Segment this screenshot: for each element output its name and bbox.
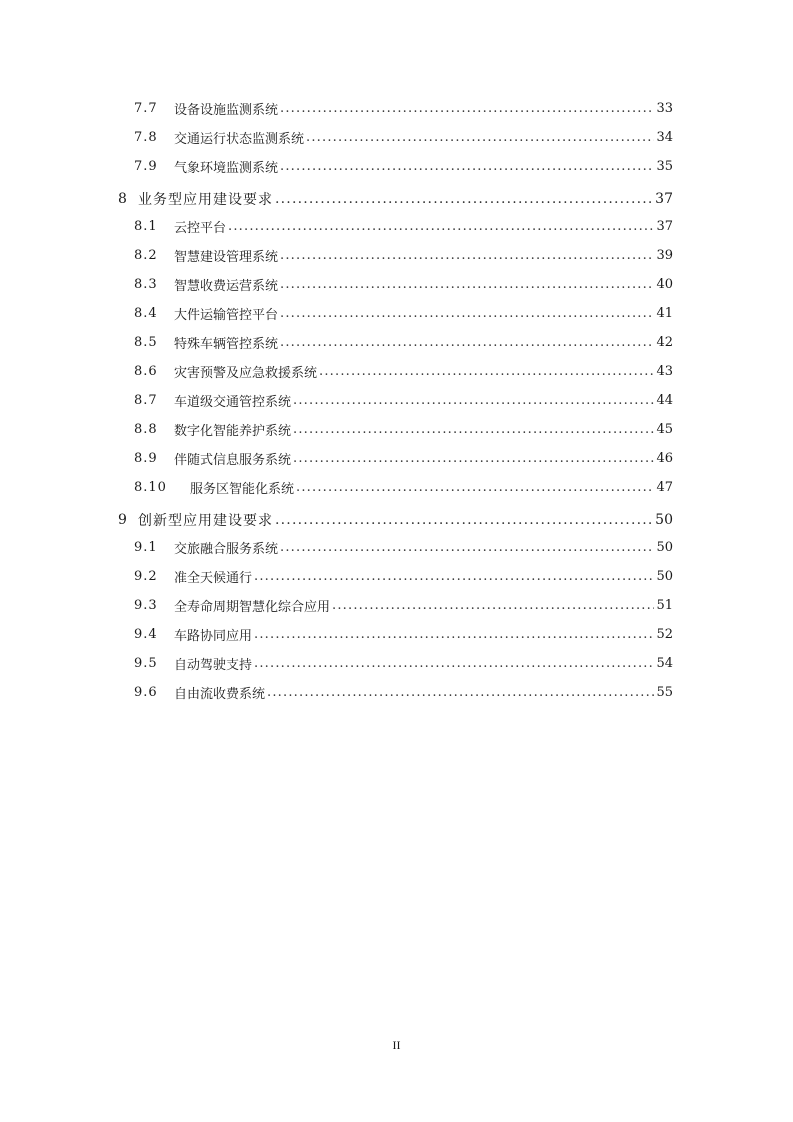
dot-leader: [293, 422, 654, 437]
dot-leader: [280, 101, 654, 116]
toc-entry[interactable]: [134, 652, 673, 674]
toc-entry-number: 8.7: [134, 392, 158, 408]
dot-leader: [280, 248, 654, 263]
toc-entry-page: 39: [656, 247, 673, 263]
toc-entry-number: 8.3: [134, 276, 158, 292]
toc-entry-page: 50: [656, 539, 673, 555]
toc-entry[interactable]: [134, 155, 673, 177]
toc-entry[interactable]: [134, 536, 673, 558]
toc-entry[interactable]: [134, 681, 673, 703]
toc-entry-page: 42: [656, 334, 673, 350]
toc-entry[interactable]: [118, 188, 673, 210]
toc-entry-title: 车道级交通管控系统: [174, 394, 292, 410]
dot-leader: [280, 159, 654, 174]
toc-entry-number: 9.3: [134, 597, 158, 613]
toc-entry-title: 大件运输管控平台: [174, 307, 279, 323]
dot-leader: [296, 480, 654, 495]
toc-entry-number: 8.6: [134, 363, 158, 379]
toc-entry-title: 智慧收费运营系统: [174, 278, 279, 294]
toc-entry[interactable]: [134, 565, 673, 587]
dot-leader: [275, 512, 653, 528]
toc-entry[interactable]: [134, 273, 673, 295]
dot-leader: [267, 685, 654, 700]
toc-entry-title: 全寿命周期智慧化综合应用: [174, 599, 331, 615]
toc-entry-page: 35: [656, 158, 673, 174]
toc-entry[interactable]: [134, 594, 673, 616]
toc-entry-page: 50: [655, 512, 673, 528]
toc-entry[interactable]: [134, 418, 673, 440]
dot-leader: [254, 569, 654, 584]
dot-leader: [275, 191, 653, 207]
toc-entry-page: 45: [656, 421, 673, 437]
dot-leader: [319, 364, 654, 379]
dot-leader: [332, 598, 654, 613]
toc-entry-title: 自动驾驶支持: [174, 657, 253, 673]
toc-entry-number: 8.8: [134, 421, 158, 437]
toc-entry-page: 54: [656, 655, 673, 671]
toc-entry-page: 52: [656, 626, 673, 642]
dot-leader: [254, 656, 654, 671]
dot-leader: [228, 219, 654, 234]
toc-entry-number: 9.2: [134, 568, 158, 584]
toc-entry-title: 车路协同应用: [174, 628, 253, 644]
toc-entry-number: 9.5: [134, 655, 158, 671]
toc-entry[interactable]: [134, 97, 673, 119]
toc-entry-title: 云控平台: [174, 220, 227, 236]
dot-leader: [280, 277, 654, 292]
toc-entry[interactable]: [134, 447, 673, 469]
toc-entry-page: 40: [656, 276, 673, 292]
toc-entry-title: 业务型应用建设要求: [138, 192, 273, 208]
toc-entry[interactable]: [134, 244, 673, 266]
toc-entry[interactable]: [134, 389, 673, 411]
toc-entry[interactable]: [134, 126, 673, 148]
toc-entry-number: 8.1: [134, 218, 158, 234]
toc-entry-title: 创新型应用建设要求: [138, 513, 273, 529]
toc-entry[interactable]: [134, 215, 673, 237]
toc-entry[interactable]: [134, 623, 673, 645]
dot-leader: [280, 335, 654, 350]
toc-entry-page: 51: [656, 597, 673, 613]
toc-entry-number: 8.9: [134, 450, 158, 466]
toc-entry-title: 特殊车辆管控系统: [174, 336, 279, 352]
toc-entry-title: 准全天候通行: [174, 570, 253, 586]
toc-entry-page: 34: [656, 129, 673, 145]
toc-entry-number: 8.2: [134, 247, 158, 263]
toc-entry-title: 气象环境监测系统: [174, 160, 279, 176]
toc-entry-page: 47: [656, 479, 673, 495]
toc-entry-page: 33: [656, 100, 673, 116]
toc-entry-number: 9.4: [134, 626, 158, 642]
toc-entry[interactable]: [134, 302, 673, 324]
toc-entry-page: 55: [656, 684, 673, 700]
toc-entry-title: 自由流收费系统: [174, 686, 266, 702]
toc-entry-page: 37: [656, 218, 673, 234]
toc-entry-number: 8.10: [134, 479, 167, 495]
dot-leader: [306, 130, 654, 145]
toc-entry-page: 50: [656, 568, 673, 584]
toc-entry-title: 设备设施监测系统: [174, 102, 279, 118]
toc-entry-page: 43: [656, 363, 673, 379]
dot-leader: [280, 540, 654, 555]
toc-entry[interactable]: [134, 476, 673, 498]
toc-entry-number: 8.4: [134, 305, 158, 321]
toc-entry[interactable]: [134, 360, 673, 382]
toc-entry-title: 灾害预警及应急救援系统: [174, 365, 318, 381]
toc-entry-page: 37: [655, 191, 673, 207]
toc-entry-number: 8.5: [134, 334, 158, 350]
toc-entry-page: 44: [656, 392, 673, 408]
toc-entry[interactable]: [118, 509, 673, 531]
dot-leader: [280, 306, 654, 321]
toc-entry[interactable]: [134, 331, 673, 353]
dot-leader: [293, 451, 654, 466]
toc-entry-title: 交通运行状态监测系统: [174, 131, 305, 147]
toc-entry-title: 交旅融合服务系统: [174, 541, 279, 557]
toc-entry-number: 8: [118, 191, 127, 207]
toc-entry-number: 7.8: [134, 129, 158, 145]
toc-entry-number: 7.9: [134, 158, 158, 174]
toc-entry-number: 9: [118, 512, 127, 528]
toc-entry-page: 46: [656, 450, 673, 466]
toc-entry-number: 7.7: [134, 100, 158, 116]
toc-entry-number: 9.6: [134, 684, 158, 700]
dot-leader: [254, 627, 654, 642]
page-number: II: [392, 1038, 401, 1052]
toc-entry-title: 服务区智能化系统: [190, 481, 295, 497]
toc-entry-number: 9.1: [134, 539, 158, 555]
toc-entry-page: 41: [656, 305, 673, 321]
toc-entry-title: 智慧建设管理系统: [174, 249, 279, 265]
toc-entry-title: 伴随式信息服务系统: [174, 452, 292, 468]
toc-entry-title: 数字化智能养护系统: [174, 423, 292, 439]
dot-leader: [293, 393, 654, 408]
